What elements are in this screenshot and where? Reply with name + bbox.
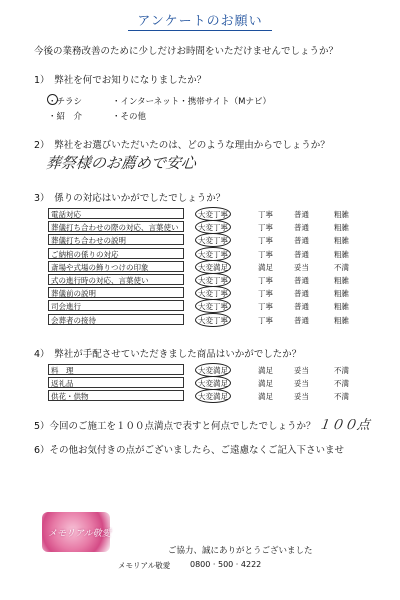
- q3-row-label: 会葬者の接待: [48, 314, 184, 325]
- q3-row-label: 電話対応: [48, 208, 184, 219]
- q3-rating-option: 丁寧: [258, 276, 273, 285]
- q3-rating-option: 大変丁寧: [198, 315, 228, 325]
- q1-option-other: ・その他: [112, 112, 147, 122]
- q4-row-label: 供花・供物: [48, 390, 184, 401]
- q3-selected-oval: [195, 313, 231, 327]
- q1-option-internet: ・インターネット・携帯サイト（Mナビ）: [112, 97, 271, 107]
- q3-rating-option: 丁寧: [258, 302, 273, 312]
- q3-rating-option: 丁寧: [258, 249, 273, 259]
- title-underline: [128, 30, 272, 31]
- q4-rating-option: 大変満足: [198, 379, 228, 389]
- q3-rating-option: 満足: [258, 262, 273, 272]
- q3-rating-option: 普通: [294, 210, 309, 219]
- q3-rating-option: 粗雑: [334, 289, 349, 299]
- q3-rating-option: 粗雑: [334, 302, 349, 312]
- q3-rating-option: 不満: [334, 262, 349, 272]
- q4-rating-option: 妥当: [294, 392, 309, 402]
- q3-rating-option: 大変満足: [198, 262, 228, 272]
- q3-row-label: 葬儀打ち合わせの説明: [48, 234, 184, 245]
- q5-handwritten-score: １００点: [317, 418, 371, 433]
- q4-selected-oval: [195, 363, 231, 377]
- company-phone: 0800 · 500 · 4222: [190, 560, 262, 569]
- q3-rating-option: 丁寧: [258, 236, 273, 246]
- page-title: アンケートのお願い: [137, 14, 263, 29]
- q3-row-label: 葬儀前の説明: [48, 287, 184, 298]
- q4-rating-option: 妥当: [294, 366, 309, 375]
- q3-rating-option: 普通: [294, 302, 309, 312]
- q3-rating-option: 普通: [294, 236, 309, 246]
- q3-rating-option: 大変丁寧: [198, 289, 228, 299]
- q4-rating-option: 不満: [334, 366, 349, 375]
- q3-rating-option: 妥当: [294, 262, 309, 272]
- q3-rating-option: 丁寧: [258, 315, 273, 325]
- q4-rating-option: 妥当: [294, 379, 309, 389]
- q3-row-label: 葬儀打ち合わせの際の対応、言葉使い: [48, 221, 184, 232]
- q3-rating-option: 大変丁寧: [198, 210, 228, 219]
- q3-rating-option: 大変丁寧: [198, 276, 228, 285]
- q3-rating-option: 普通: [294, 315, 309, 325]
- q3-rating-option: 普通: [294, 276, 309, 285]
- intro-text: 今後の業務改善のために少しだけお時間をいただけませんでしょうか？: [34, 46, 339, 57]
- q4-rating-option: 大変満足: [198, 392, 228, 402]
- q1-text: 1） 弊社を何でお知りになりましたか？: [34, 75, 207, 86]
- q4-rating-option: 満足: [258, 379, 273, 389]
- q4-text: 4） 弊社が手配させていただきました商品はいかがでしたか？: [34, 349, 302, 360]
- company-name: メモリアル敬愛: [118, 561, 171, 570]
- q1-option-referral: ・紹 介: [48, 112, 83, 122]
- q1-selected-circle: [47, 94, 58, 105]
- q3-rating-option: 粗雑: [334, 315, 349, 325]
- q3-row-label: 式の進行時の対応、言葉使い: [48, 274, 184, 285]
- company-logo-text: メモリアル敬愛: [48, 529, 111, 539]
- q1-option-flyer: ・チラシ: [48, 97, 83, 107]
- q3-rating-option: 普通: [294, 223, 309, 233]
- q3-rating-option: 大変丁寧: [198, 236, 228, 246]
- q3-rating-option: 粗雑: [334, 210, 349, 219]
- q4-row-label: 料 理: [48, 364, 184, 375]
- q4-row-label: 返礼品: [48, 377, 184, 388]
- q3-selected-oval: [195, 260, 231, 274]
- q3-row-label: ご納棺の係りの対応: [48, 248, 184, 259]
- q5-text: 5）今回のご施工を１００点満点で表すと何点でしたでしょうか？: [34, 421, 316, 432]
- q4-rating-option: 満足: [258, 392, 273, 402]
- q3-rating-option: 丁寧: [258, 210, 273, 219]
- q3-rating-option: 丁寧: [258, 223, 273, 233]
- q2-text: 2） 弊社をお選びいただいたのは、どのような理由からでしょうか？: [34, 140, 330, 151]
- q3-rating-option: 粗雑: [334, 249, 349, 259]
- q3-rating-option: 丁寧: [258, 289, 273, 299]
- q4-rating-option: 不満: [334, 392, 349, 402]
- q3-row-label: 司会進行: [48, 300, 184, 311]
- q3-text: 3） 係りの対応はいかがでしたでしょうか？: [34, 193, 226, 204]
- q3-rating-option: 普通: [294, 289, 309, 299]
- q3-rating-option: 粗雑: [334, 276, 349, 285]
- q3-rating-option: 粗雑: [334, 223, 349, 233]
- q3-rating-option: 普通: [294, 249, 309, 259]
- q4-rating-option: 不満: [334, 379, 349, 389]
- q3-selected-oval: [195, 207, 231, 221]
- q3-rating-option: 大変丁寧: [198, 249, 228, 259]
- q3-rating-option: 大変丁寧: [198, 223, 228, 233]
- q3-rating-option: 粗雑: [334, 236, 349, 246]
- q3-selected-oval: [195, 247, 231, 261]
- q4-rating-option: 大変満足: [198, 366, 228, 375]
- q3-row-label: 斎場や式場の飾りつけの印象: [48, 261, 184, 272]
- q3-selected-oval: [195, 273, 231, 287]
- thanks-message: ご協力、誠にありがとうございました: [168, 546, 313, 556]
- q3-rating-option: 大変丁寧: [198, 302, 228, 312]
- q2-handwritten-answer: 葬祭様のお薦めで安心: [45, 154, 197, 172]
- q6-text: 6）その他お気付きの点がございましたら、ご遠慮なくご記入下さいませ: [34, 445, 345, 456]
- q4-rating-option: 満足: [258, 366, 273, 375]
